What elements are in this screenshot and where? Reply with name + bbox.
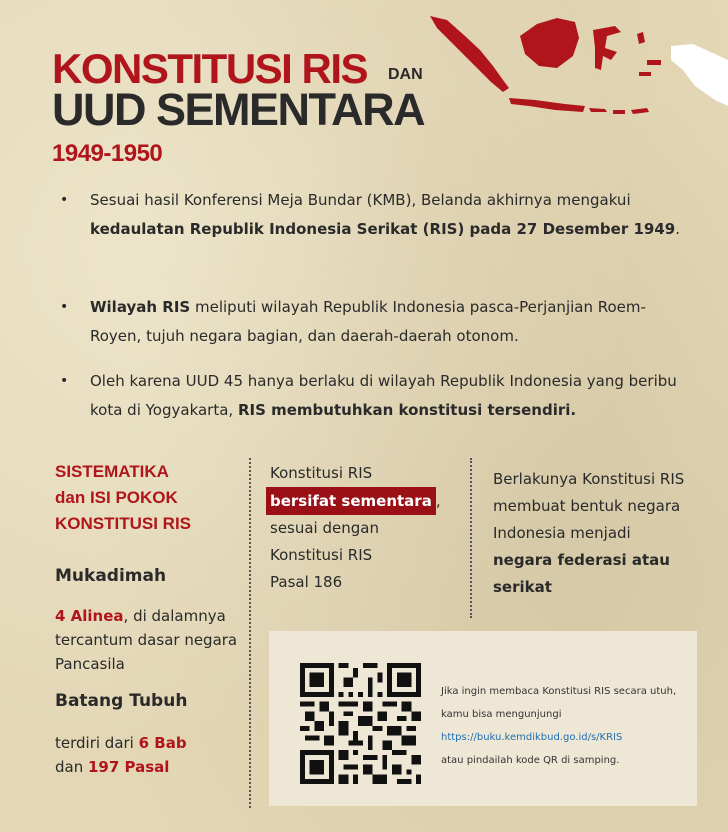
dotted-divider xyxy=(470,458,472,618)
temporary-constitution-note: Konstitusi RIS bersifat sementara , sesuai dengan Konstitusi RIS Pasal 186 xyxy=(270,460,465,596)
title-line-2: UUD SEMENTARA xyxy=(52,84,425,135)
highlight-sementara: bersifat sementara xyxy=(266,487,436,515)
qr-code-icon xyxy=(300,663,421,784)
mukadimah-text: 4 Alinea, di dalamnya tercantum dasar negara Pancasila xyxy=(55,607,238,673)
bullet-text: Oleh karena UUD 45 hanya berlaku di wilayah Republik Indonesia yang beribu kota di Yogyakarta, RIS membutuhkan konstitusi tersendiri. xyxy=(90,372,677,419)
batang-tubuh-heading: Batang Tubuh xyxy=(55,691,188,711)
indonesia-map xyxy=(425,8,728,120)
bullet-item xyxy=(60,186,680,244)
bullet-item xyxy=(60,293,680,351)
batang-tubuh-text: terdiri dari 6 Bab dan 197 Pasal xyxy=(55,734,187,776)
title-dan: DAN xyxy=(388,66,423,83)
title-years: 1949-1950 xyxy=(52,140,163,167)
kemdikbud-link[interactable]: https://buku.kemdikbud.go.id/s/KRIS xyxy=(441,732,623,743)
bullet-dot: • xyxy=(60,373,69,389)
section-heading: SISTEMATIKA dan ISI POKOK KONSTITUSI RIS xyxy=(55,462,192,533)
bullet-dot: • xyxy=(60,192,69,208)
dotted-divider xyxy=(249,458,251,808)
title-line-1: KONSTITUSI RIS xyxy=(52,45,368,92)
bullet-text: Wilayah RIS meliputi wilayah Republik Indonesia pasca-Perjanjian Roem-Royen, tujuh negara bagian, dan daerah-daerah otonom. xyxy=(90,298,646,345)
bullet-dot: • xyxy=(60,299,69,315)
federation-note: Berlakunya Konstitusi RIS membuat bentuk negara Indonesia menjadi negara federasi atau serikat xyxy=(493,470,685,596)
info-text: Jika ingin membaca Konstitusi RIS secara utuh, kamu bisa mengunjungi https://buku.kemdikbud.go.id/s/KRIS atau pindailah kode QR di samping. xyxy=(441,686,677,766)
bullet-text: Sesuai hasil Konferensi Meja Bundar (KMB), Belanda akhirnya mengakui kedaulatan Republik Indonesia Serikat (RIS) pada 27 Desember 1949. xyxy=(90,191,680,238)
bullet-item xyxy=(60,367,680,425)
mukadimah-heading: Mukadimah xyxy=(55,566,167,586)
